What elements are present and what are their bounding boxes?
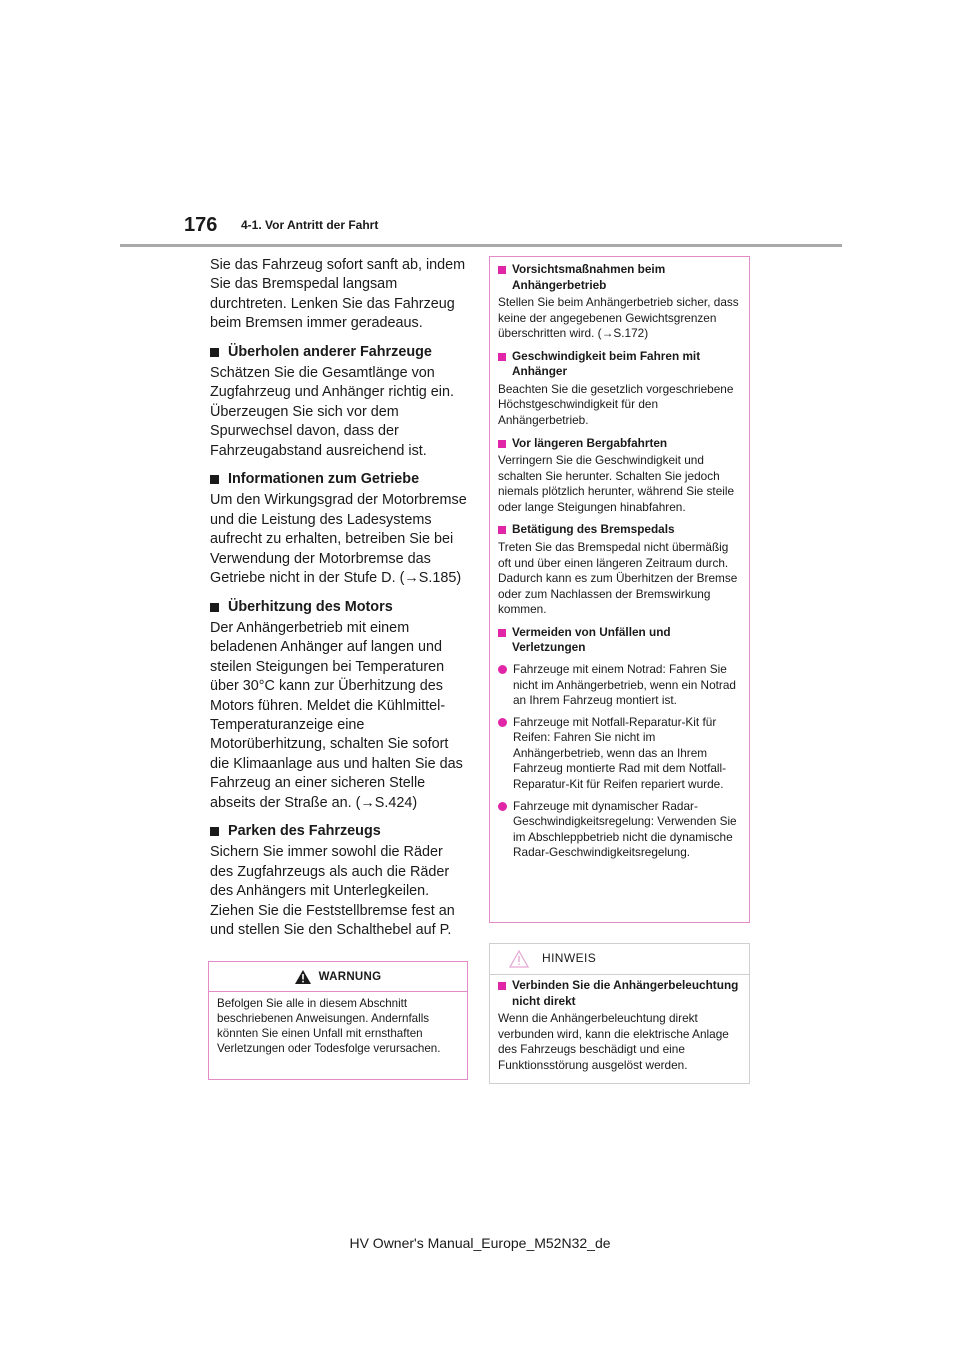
list-item-text: Fahrzeuge mit Notfall-Reparatur-Kit für Reifen: Fahren Sie nicht im Anhängerbetrieb, wenn das an Ihrem Fahrzeug montierte Rad mit dem Notfall-Reparatur-Kit für Reifen repariert wurde. xyxy=(513,714,727,792)
section-heading xyxy=(210,822,468,841)
caution-heading-text: Vermeiden von Unfällen und Verletzungen xyxy=(512,624,671,655)
square-bullet-icon xyxy=(498,629,506,637)
section-heading xyxy=(210,343,468,362)
notice-heading xyxy=(498,978,743,1009)
circle-bullet-icon xyxy=(498,665,507,674)
intro-paragraph: Sie das Fahrzeug sofort sanft ab, indem Sie das Bremspedal langsam durchtreten. Lenken Sie das Fahrzeug beim Bremsen immer geradeaus. xyxy=(210,257,466,332)
list-item-text: Fahrzeuge mit dynamischer Radar-Geschwindigkeitsregelung: Verwenden Sie im Abschleppbetrieb nicht die dynamische Radar-Geschwindigkeitsregelung. xyxy=(513,798,737,860)
warning-box xyxy=(208,961,468,1080)
square-bullet-icon xyxy=(498,353,506,361)
notice-box xyxy=(489,943,750,1084)
section-heading-text: Parken des Fahrzeugs xyxy=(228,822,381,839)
caution-heading-text: Vor längeren Bergabfahrten xyxy=(512,435,668,450)
caution-heading xyxy=(498,436,743,452)
footer-text: HV Owner's Manual_Europe_M52N32_de xyxy=(349,1235,611,1251)
square-bullet-icon xyxy=(210,475,219,484)
list-item xyxy=(498,799,743,861)
caution-box xyxy=(489,256,750,923)
square-bullet-icon xyxy=(210,827,219,836)
warning-title: WARNUNG xyxy=(318,970,382,983)
section-heading-text: Überholen anderer Fahrzeuge xyxy=(228,343,432,360)
circle-bullet-icon xyxy=(498,718,507,727)
square-bullet-icon xyxy=(210,348,219,357)
square-bullet-icon xyxy=(498,440,506,448)
caution-paragraph: Verringern Sie die Geschwindigkeit und schalten Sie herunter. Schalten Sie jedoch niemals plötzlich herunter, während Sie steile oder lange Steigungen hinabfahren. xyxy=(498,453,735,514)
caution-paragraph: Stellen Sie beim Anhängerbetrieb sicher, dass keine der angegebenen Gewichtsgrenzen überschritten wird. (→S.172) xyxy=(498,295,739,341)
caution-heading xyxy=(498,349,743,380)
caution-heading-text: Betätigung des Bremspedals xyxy=(512,522,675,537)
caution-heading xyxy=(498,625,743,656)
section-heading xyxy=(210,598,468,617)
section-paragraph: Sichern Sie immer sowohl die Räder des Zugfahrzeugs als auch die Räder des Anhängers mit Unterlegkeilen. Ziehen Sie die Feststellbremse fest an und stellen Sie den Schalthebel auf P. xyxy=(210,844,455,938)
list-item xyxy=(498,715,743,793)
square-bullet-icon xyxy=(498,266,506,274)
square-bullet-icon xyxy=(498,982,506,990)
caution-heading-text: Vorsichtsmaßnahmen beim Anhängerbetrieb xyxy=(512,262,666,292)
warning-text: Befolgen Sie alle in diesem Abschnitt beschriebenen Anweisungen. Andernfalls könnten Sie einen Unfall mit ernsthaften Verletzungen oder Todesfolge verursachen. xyxy=(217,997,441,1055)
section-heading-text: Informationen zum Getriebe xyxy=(228,471,420,488)
circle-bullet-icon xyxy=(498,802,507,811)
square-bullet-icon xyxy=(498,526,506,534)
warning-header xyxy=(209,962,467,992)
notice-header xyxy=(490,944,749,975)
main-text-column xyxy=(210,256,468,940)
section-heading xyxy=(210,470,468,489)
section-paragraph: Um den Wirkungsgrad der Motorbremse und die Leistung des Ladesystems aufrecht zu erhalten, betreiben Sie bei Verwendung der Motorbremse das Getriebe nicht in der Stufe D. (→S.185) xyxy=(210,492,467,587)
caution-paragraph: Beachten Sie die gesetzlich vorgeschriebene Höchstgeschwindigkeit für den Anhängerbetrieb. xyxy=(498,381,734,427)
list-item xyxy=(498,662,743,709)
notice-paragraph: Wenn die Anhängerbeleuchtung direkt verbunden wird, kann die elektrische Anlage des Fahrzeugs beschädigt und eine Funktionsstörung ausgelöst werden. xyxy=(498,1011,729,1072)
section-title: 4-1. Vor Antritt der Fahrt xyxy=(241,218,379,232)
list-item-text: Fahrzeuge mit einem Notrad: Fahren Sie nicht im Anhängerbetrieb, wenn ein Notrad an Ihrem Fahrzeug montiert ist. xyxy=(513,661,736,708)
caution-heading-text: Geschwindigkeit beim Fahren mit Anhänger xyxy=(512,348,701,379)
section-heading-text: Überhitzung des Motors xyxy=(228,598,393,615)
caution-heading xyxy=(498,522,743,538)
section-paragraph: Schätzen Sie die Gesamtlänge von Zugfahrzeug und Anhänger richtig ein. Überzeugen Sie sich vor dem Spurwechsel davon, dass der Fahrzeugabstand ausreichend ist. xyxy=(210,365,455,459)
notice-title: HINWEIS xyxy=(542,951,597,965)
section-paragraph: Der Anhängerbetrieb mit einem beladenen Anhänger auf langen und steilen Steigungen bei Temperaturen über 30°C kann zur Überhitzung des Motors führen. Meldet die Kühlmittel-Temperaturanzeige eine Motorüberhitzung, schalten Sie sofort die Klimaanlage aus und halten Sie das Fahrzeug an einer sicheren Stelle abseits der Straße an. (→S.424) xyxy=(210,619,463,811)
square-bullet-icon xyxy=(210,603,219,612)
notice-heading-text: Verbinden Sie die Anhängerbeleuchtung nicht direkt xyxy=(512,978,739,1008)
header-divider xyxy=(120,244,842,247)
warning-triangle-icon xyxy=(295,970,311,984)
caution-paragraph: Treten Sie das Bremspedal nicht übermäßig oft und über einen längeren Zeitraum durch. Dadurch kann es zum Überhitzen der Bremse oder zum Nachlassen der Bremswirkung kommen. xyxy=(498,539,738,617)
page-number: 176 xyxy=(184,214,218,236)
caution-heading xyxy=(498,262,743,293)
notice-triangle-icon xyxy=(509,950,529,968)
